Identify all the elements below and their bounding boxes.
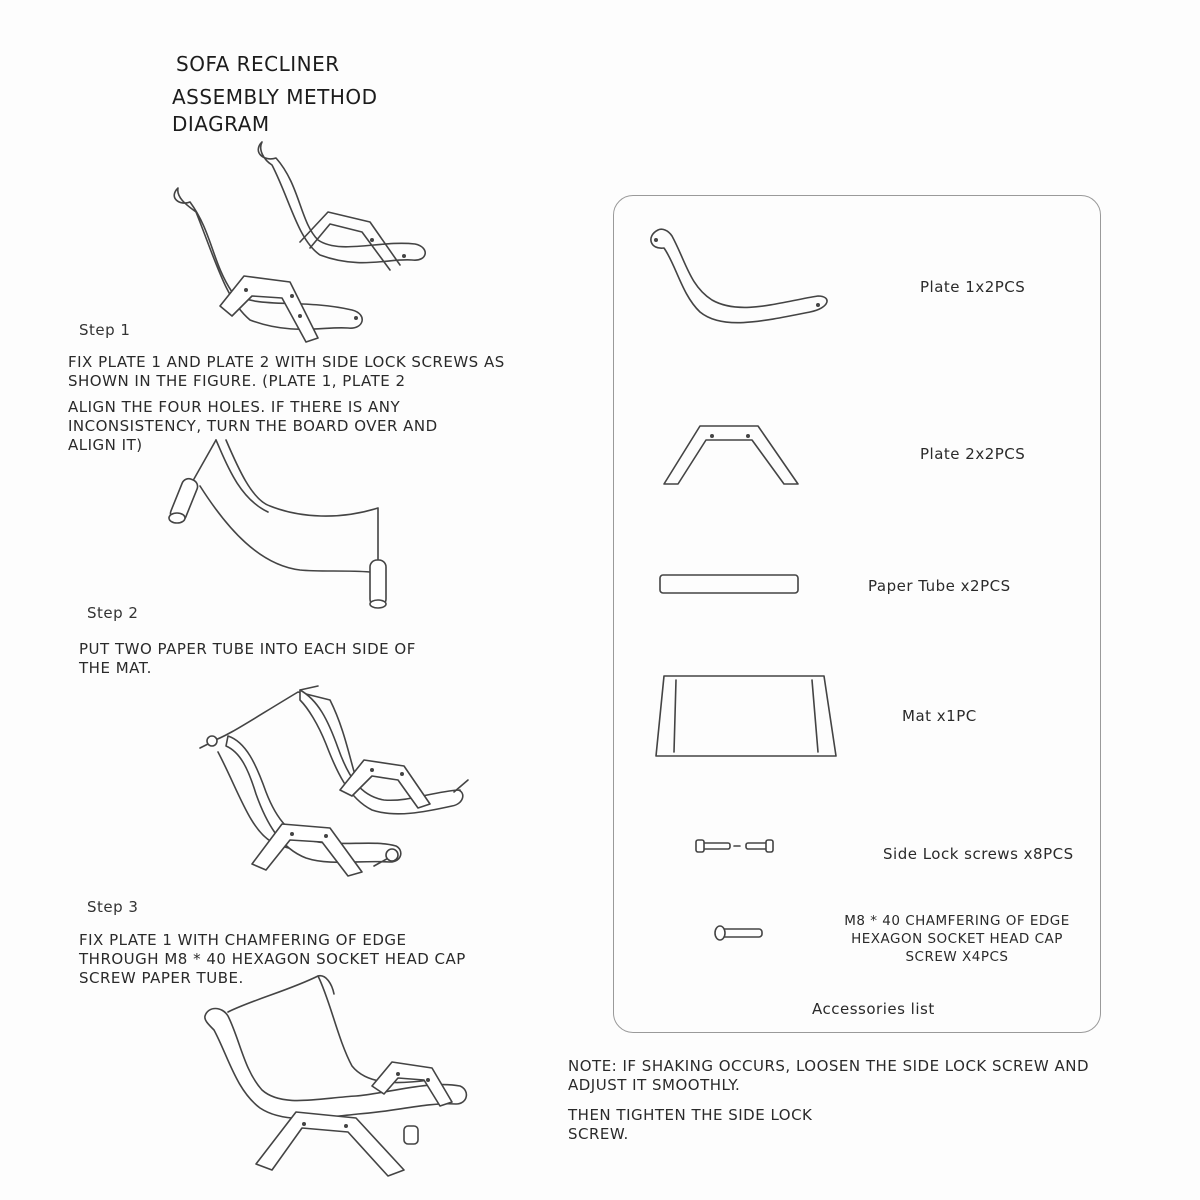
- note-text: NOTE: IF SHAKING OCCURS, LOOSEN THE SIDE LOCK SCREW AND ADJUST IT SMOOTHLY.: [568, 1057, 1090, 1094]
- side-lock-screw-label: Side Lock screws x8PCS: [883, 845, 1074, 863]
- accessories-panel: [613, 195, 1101, 1033]
- note-text-continued: THEN TIGHTEN THE SIDE LOCK SCREW.: [568, 1106, 813, 1143]
- step-3-figure: [200, 686, 468, 876]
- step-3-label: Step 3: [87, 898, 139, 916]
- accessories-caption: Accessories list: [812, 1000, 935, 1018]
- page-title: SOFA RECLINER: [176, 52, 340, 76]
- paper-tube-label: Paper Tube x2PCS: [868, 577, 1011, 595]
- step-3-text: FIX PLATE 1 WITH CHAMFERING OF EDGE THROUGH M8 * 40 HEXAGON SOCKET HEAD CAP SCREW PAPER TUBE.: [79, 931, 466, 987]
- plate-1-label: Plate 1x2PCS: [920, 278, 1026, 296]
- step-2-text: PUT TWO PAPER TUBE INTO EACH SIDE OF THE MAT.: [79, 640, 416, 677]
- plate-2-label: Plate 2x2PCS: [920, 445, 1026, 463]
- step-2-figure: [168, 440, 386, 608]
- step-1-figure: [174, 142, 425, 342]
- final-figure: [205, 976, 467, 1176]
- step-1-text-continued: ALIGN THE FOUR HOLES. IF THERE IS ANY INCONSISTENCY, TURN THE BOARD OVER AND ALIGN IT): [68, 398, 438, 454]
- hex-socket-screw-label: M8 * 40 CHAMFERING OF EDGE HEXAGON SOCKET HEAD CAP SCREW X4PCS: [844, 913, 1070, 965]
- page-subtitle: ASSEMBLY METHOD DIAGRAM: [172, 85, 378, 136]
- mat-label: Mat x1PC: [902, 707, 977, 725]
- step-1-label: Step 1: [79, 321, 131, 339]
- step-2-label: Step 2: [87, 604, 139, 622]
- step-1-text: FIX PLATE 1 AND PLATE 2 WITH SIDE LOCK SCREWS AS SHOWN IN THE FIGURE. (PLATE 1, PLATE 2: [68, 353, 505, 390]
